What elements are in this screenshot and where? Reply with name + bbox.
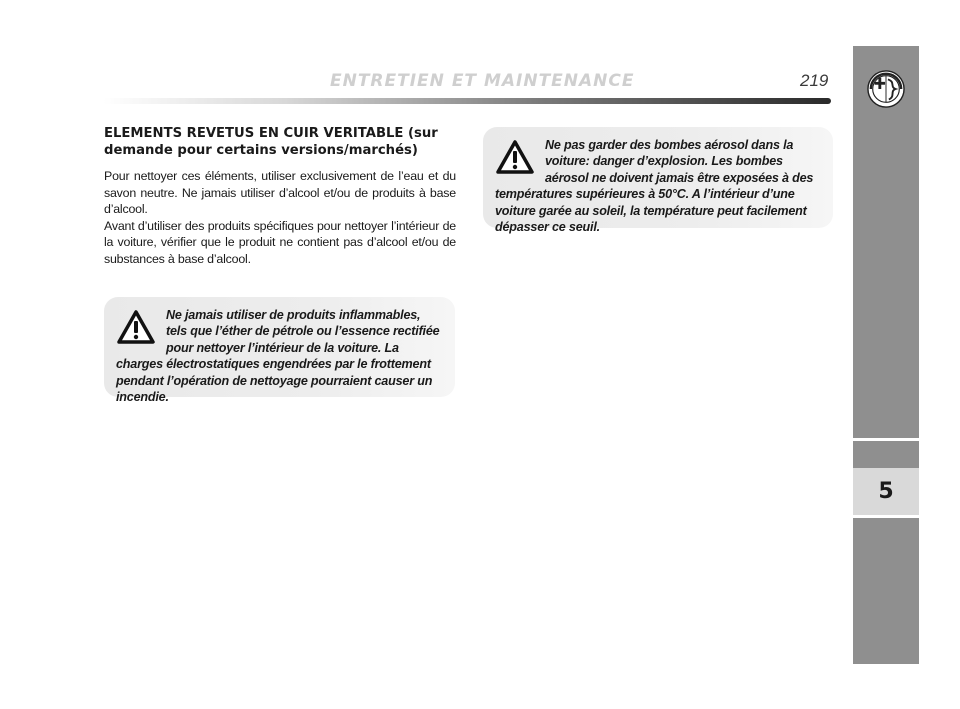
- section-body: [104, 168, 456, 268]
- chapter-number: 5: [853, 468, 919, 515]
- warning-box-aerosol: [483, 127, 833, 235]
- body-paragraph: Avant d’utiliser des produits spécifiques pour nettoyer l’intérieur de la voiture, vérifier que le produit ne contient pas d’alcool et/ou de substances à base d’alcool.: [104, 218, 456, 266]
- tab-separator: [853, 438, 919, 441]
- tab-separator: [853, 515, 919, 518]
- chapter-side-tab: [853, 46, 919, 664]
- header-title: ENTRETIEN ET MAINTENANCE: [330, 71, 635, 91]
- alfa-romeo-logo-icon: [867, 70, 905, 108]
- page-number: 219: [800, 71, 829, 90]
- warning-text: Ne jamais utiliser de produits inflammables, tels que l’éther de pétrole ou l’essence rectifiée pour nettoyer l’intérieur de la voiture. La charges électrostatiques engendrées par le frottement pendant l’opération de nettoyage pourraient causer un incendie.: [116, 308, 440, 405]
- warning-box-flammable: [104, 297, 455, 405]
- warning-triangle-icon: [116, 309, 156, 345]
- warning-text: Ne pas garder des bombes aérosol dans la voiture: danger d’explosion. Les bombes aérosol ne doivent jamais être exposées à des températures supérieures à 50°C. A l’intérieur d’une voiture garée au soleil, la température peut facilement dépasser ce seuil.: [495, 138, 814, 235]
- body-paragraph: Pour nettoyer ces éléments, utiliser exclusivement de l’eau et du savon neutre. Ne jamais utiliser d’alcool et/ou de produits à base d’alcool.: [104, 169, 456, 217]
- warning-triangle-icon: [495, 139, 535, 175]
- header-rule: [103, 98, 831, 104]
- section-heading: ELEMENTS REVETUS EN CUIR VERITABLE (sur demande pour certains versions/marchés): [104, 126, 438, 158]
